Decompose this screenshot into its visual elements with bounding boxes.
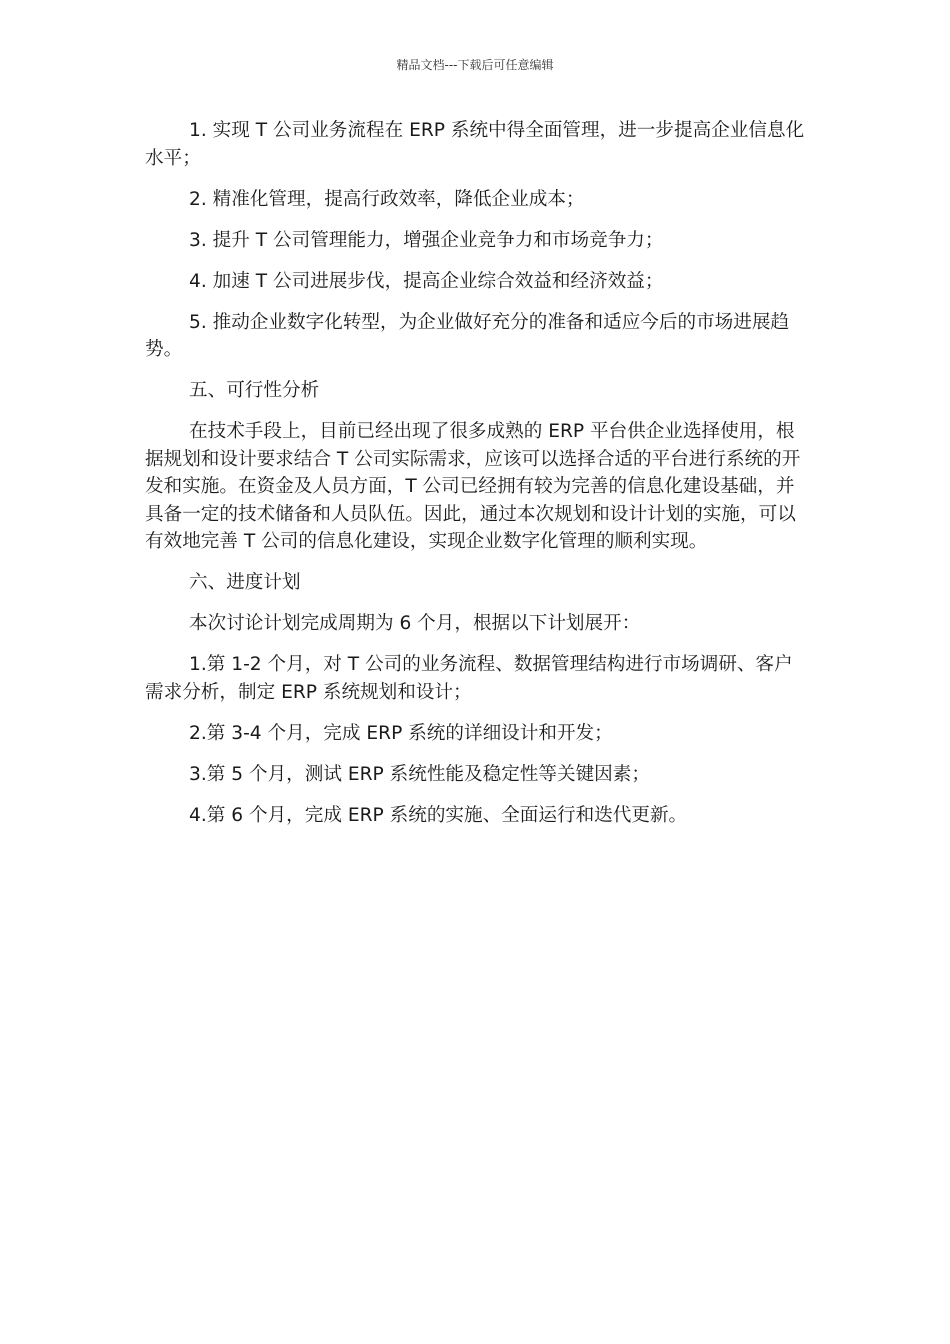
schedule-intro: 本次讨论计划完成周期为 6 个月，根据以下计划展开： [189,613,641,634]
section-heading-feasibility: 五、可行性分析 [189,380,320,401]
schedule-item-2: 2.第 3-4 个月，完成 ERP 系统的详细设计和开发； [189,722,613,744]
section-heading-schedule: 六、进度计划 [189,572,301,593]
goal-item-3: 3. 提升 T 公司管理能力，增强企业竞争力和市场竞争力； [189,229,664,251]
schedule-item-3: 3.第 5 个月，测试 ERP 系统性能及稳定性等关键因素； [189,763,650,785]
feasibility-paragraph: 在技术手段上，目前已经出现了很多成熟的 ERP 平台供企业选择使用，根据规划和设计要求结合 T 公司实际需求，应该可以选择合适的平台进行系统的开发和实施。在资金及人员方面，T 公司已经拥有较为完善的信息化建设基础，并具备一定的技术储备和人员队伍。因此，通过本次规划和设计计划的实施，可以有效地完善 T 公司的信息化建设，实现企业数字化管理的顺利实现。 [145,421,801,552]
schedule-item-4: 4.第 6 个月，完成 ERP 系统的实施、全面运行和迭代更新。 [189,804,688,826]
schedule-item-1: 1.第 1-2 个月，对 T 公司的业务流程、数据管理结构进行市场调研、客户需求分析，制定 ERP 系统规划和设计； [145,654,793,703]
page-header: 精品文档---下载后可任意编辑 [396,58,554,72]
goal-item-2: 2. 精准化管理，提高行政效率，降低企业成本； [189,188,585,210]
goal-item-4: 4. 加速 T 公司进展步伐，提高企业综合效益和经济效益； [189,270,664,292]
goal-item-1: 1. 实现 T 公司业务流程在 ERP 系统中得全面管理，进一步提高企业信息化水平； [145,120,805,169]
document-body [145,117,807,829]
goal-item-5: 5. 推动企业数字化转型，为企业做好充分的准备和适应今后的市场进展趋势。 [145,311,790,360]
